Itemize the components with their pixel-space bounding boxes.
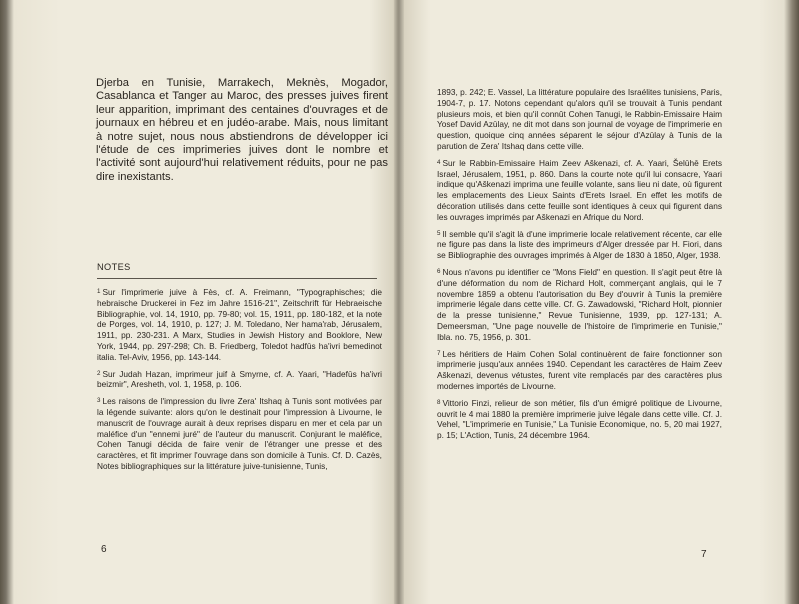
page-number-right: 7 [701,549,707,560]
footnote [437,267,722,343]
footnote-number: 1 [97,288,101,295]
footnote-text: Sur l'imprimerie juive à Fès, cf. A. Freimann, "Typographisches; die hebraische Druckerei in Fez im Jahre 1516-21", Zeitschrift für Hebraeische Bibliographie, vol. 14, 1910, pp. 79-80; vol. 15, 1911, pp. 180-182, et la note de Porges, vol. 14, 1910, p. 127; J. M. Toledano, Ner hama'rab, Jérusalem, 1911, pp. 230-231. A Marx, Studies in Jewish History and Booklore, New York, 1944, pp. 297-298; Ch. B. Friedberg, Toledot hadfūs ha'ivri bemedinot italia. Tel-Aviv, 1956, pp. 143-144. [97,287,382,362]
left-page [14,0,394,604]
book-gutter [394,0,404,604]
footnote-continued [437,87,722,152]
footnote-number: 3 [97,397,101,405]
footnote-text: 1893, p. 242; E. Vassel, La littérature populaire des Israélites tunisiens, Paris, 1904-7, p. 17. Notons cependant qu'alors qu'il se trouvait à Tunis pendant plusieurs mois, et bien qu'il connût Cohen Tanugi, le Rabbin-Emissaire Haim Yosef David Azūlay, ne dit mot dans son journal de voyage de l'imprimerie en question, quoique cinq années séparent le séjour d'Azūlay à Tunis de la parution de Zera' Itshaq dans cette ville. [437,87,722,151]
footnote-number: 7 [437,349,441,357]
footnote-text: Vittorio Finzi, relieur de son métier, fils d'un émigré politique de Livourne, ouvrit le 4 mai 1880 la première imprimerie juive légale dans cette ville. Cf. J. Vehel, "L'imprimerie en Tunisie," La Tunisie Economique, no. 5, 20 mai 1927, p. 15; L'Action, Tunis, 24 décembre 1964. [437,397,722,441]
body-paragraph: Djerba en Tunisie, Marrakech, Meknès, Mogador, Casablanca et Tanger au Maroc, des presses juives firent leur apparition, imprimant des centaines d'ouvrages et de journaux en hébreu et en judéo-arabe. Mais, nous limitant à notre sujet, nous nous abstiendrons de développer ici l'étude de ces imprimeries juives dont le nombre et l'activité sont aujourd'hui relativement réduits, pour ne pas dire inexistants. [96,77,388,183]
footnote-text: Les raisons de l'impression du livre Zera' Itshaq à Tunis sont motivées par la légende suivante: alors qu'on le destinait pour l'impression à Livourne, le manuscrit de l'ouvrage aurait à deux reprises disparu en mer et cela par un maléfice d'un "ennemi juré" de l'auteur du manuscrit. Conjurant le maléfice, Cohen Tanugi décida de faire venir de l'étranger une presse et des caractères, et fit imprimer l'ouvrage dans son domicile à Tunis. Cf. D. Cazès, Notes bibliographiques sur la littérature juive-tunisienne, Tunis, [97,396,382,471]
right-notes [437,87,722,447]
notes-heading: NOTES [97,262,131,272]
footnote [97,396,382,472]
notes-divider [97,278,377,279]
footnote-number: 8 [437,398,441,406]
footnote [437,158,722,223]
footnote-text: Nous n'avons pu identifier ce "Mons Field" en question. Il s'agit peut être là d'une déformation du nom de Richard Holt, commerçant anglais, qui le 7 novembre 1859 a obtenu l'autorisation du Bey d'ouvrir à Tunis la première imprimerie légale dans cette ville. Cf. G. Zawadowski, "Richard Holt, pionnier de la presse tunisienne," Revue Tunisienne, 1939, pp. 127-131; A. Demeersman, "Une page nouvelle de l'histoire de l'imprimerie en Tunisie," Ibla. no. 75, 1956, p. 301. [437,266,722,342]
footnote [437,398,722,441]
right-page [404,0,782,604]
footnote-text: Sur le Rabbin-Emissaire Haim Zeev Aškenazi, cf. A. Yaari, Šelūhē Erets Israel, Jérusalem, 1951, p. 860. Dans la courte note qu'il lui consacre, Yaari indique qu'Aškenazi imprima une feuille volante, sans lieu ni date, où figurent les emplacements des Lieux Saints d'Erets Israel. En effet les motifs de décoration utilisés dans cette feuille sont identiques à ceux qui figurent dans les ouvrages imprimés par Aškenazi en Afrique du Nord. [437,157,722,222]
footnote-text: Il semble qu'il s'agit là d'une imprimerie locale relativement récente, car elle ne figure pas dans la liste des imprimeurs d'Alger dressée par H. Fiori, dans se Bibliographie des ouvrages imprimés à Alger de 1830 à 1850, Alger, 1938. [437,228,722,261]
footnote-number: 5 [437,229,441,237]
footnote [437,349,722,392]
footnote-number: 2 [97,369,101,377]
footnote-number: 4 [437,158,441,166]
footnote [97,369,382,391]
left-notes [97,287,382,478]
page-number-left: 6 [101,544,107,555]
footnote-text: Sur Judah Hazan, imprimeur juif à Smyrne, cf. A. Yaari, "Hadefūs ha'ivri beizmir", Aresheth, vol. 1, 1958, p. 106. [97,368,382,390]
footnote-text: Les héritiers de Haim Cohen Solal continuèrent de faire fonctionner son imprimerie jusqu'aux années 1940. Cependant les caractères de Haim Zeev Aškenazi, devenus vétustes, furent vite remplacés par des caractères plus modernes importés de Livourne. [437,348,722,391]
footnote [97,287,382,363]
footnote-number: 6 [437,267,441,275]
footnote [437,229,722,261]
